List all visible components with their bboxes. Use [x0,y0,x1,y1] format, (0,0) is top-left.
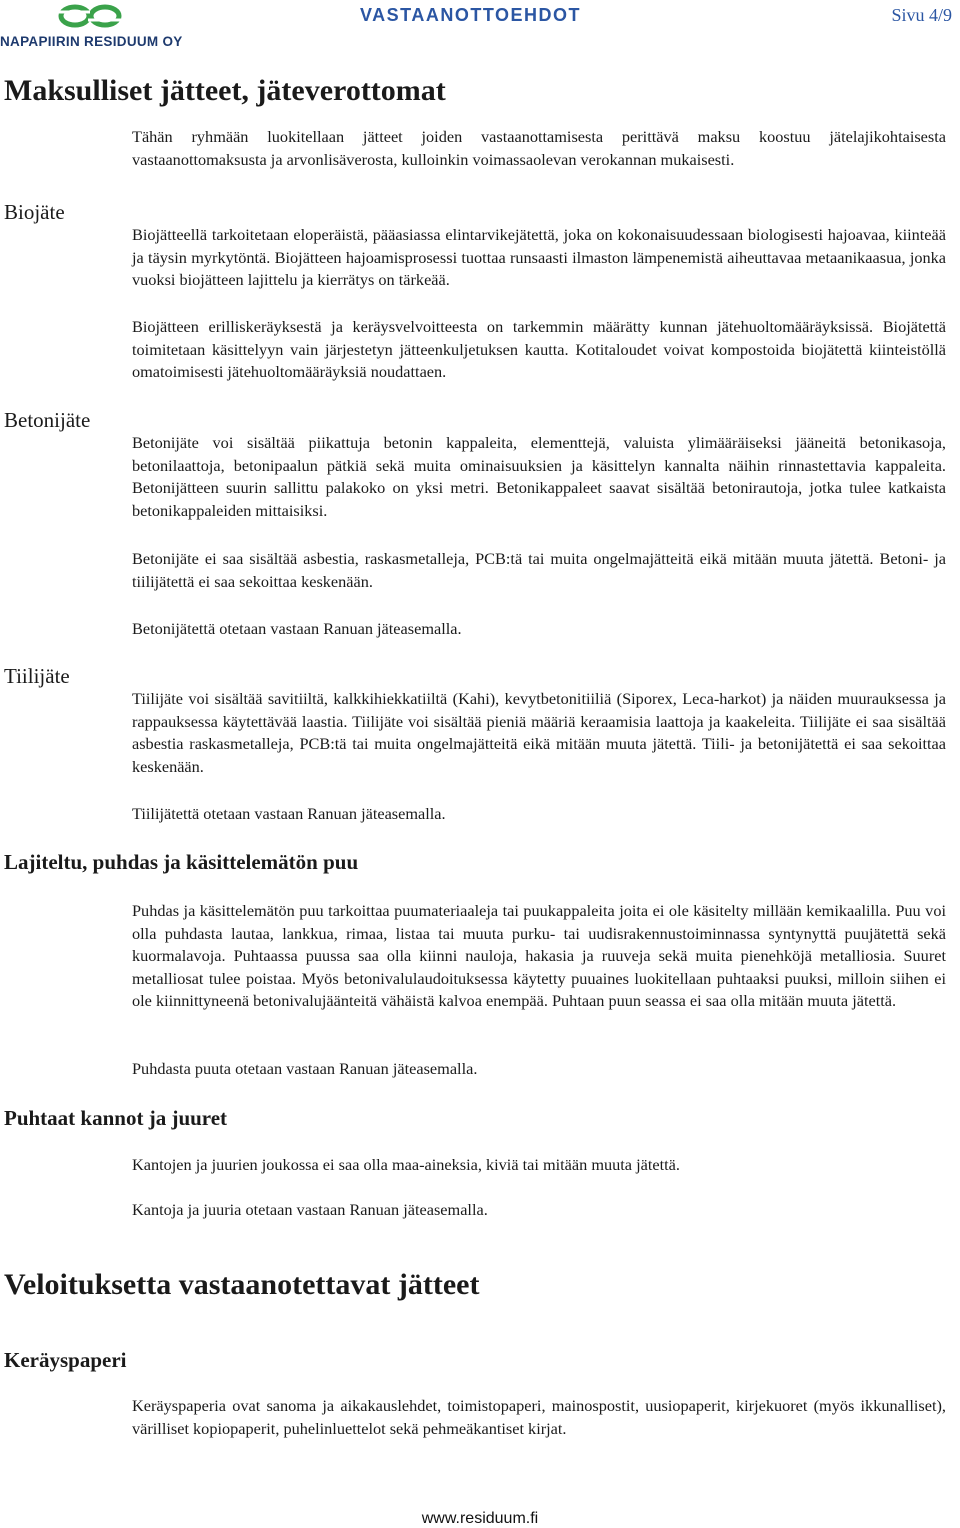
biowaste-paragraph-1: Biojätteellä tarkoitetaan eloperäistä, pääasiassa elintarvikejätettä, joka on kokonaisuudessaan biologisesti hajoavaa, kiinteää ja täysin myrkytöntä. Biojätteen hajoamisprosessi tuottaa runsaasti ilmaston lämpenemistä aiheuttavaa metaanikaasua, jonka vuoksi biojätteen lajittelu ja kierrätys on tärkeää. [132,225,946,289]
heading-concrete: Betonijäte [4,408,91,432]
footer-url[interactable]: www.residuum.fi [421,1510,539,1527]
page-number: Sivu 4/9 [891,5,952,25]
brick-paragraph-2: Tiilijätettä otetaan vastaan Ranuan jäteasemalla. [132,804,446,823]
stumps-paragraph-2: Kantoja ja juuria otetaan vastaan Ranuan jäteasemalla. [132,1200,488,1219]
concrete-paragraph-3: Betonijätettä otetaan vastaan Ranuan jäteasemalla. [132,619,462,638]
stumps-paragraph-1: Kantojen ja juurien joukossa ei saa olla maa-aineksia, kiviä tai mitään muuta jätettä. [132,1155,680,1174]
brick-paragraph-1: Tiilijäte voi sisältää savitiiltä, kalkkihiekkatiiltä (Kahi), kevytbetonitiiliä (Siporex, Leca-harkot) ja näiden muurauksessa ja rappauksessa käytettävää laastia. Tiilijäte voi sisältää pieniä määriä keraamisia laattoja ja kaakeleita. Tiilijäte ei saa sisältää asbestia raskasmetalleja, PCB:tä tai muita ongelmajätteitä eikä mitään muuta jätettä. Tiili- ja betonijätettä ei saa sekoittaa keskenään. [132,689,946,776]
heading-biowaste: Biojäte [4,200,65,224]
wood-paragraph-2: Puhdasta puuta otetaan vastaan Ranuan jäteasemalla. [132,1059,478,1078]
concrete-paragraph-1: Betonijäte voi sisältää piikattuja betonin kappaleita, elementtejä, valuista ylimääräiseksi jääneitä betonikasoja, betonilaattoja, betonipaalun pätkiä sekä muita ominaisuuksien ja käsittelyn kannalta näihin rinnastettavia kappaleita. Betonijätteen suurin sallittu palakoko on yksi metri. Betonikappaleet saavat sisältää betonirautoja, jotka tulee katkaista betonikappaleiden mittaisiksi. [132,433,946,520]
document-type: VASTAANOTTOEHDOT [360,5,581,25]
concrete-paragraph-2: Betonijäte ei saa sisältää asbestia, raskasmetalleja, PCB:tä tai muita ongelmajätteitä eikä mitään muuta jätettä. Betoni- ja tiilijätettä ei saa sekoittaa keskenään. [132,549,946,591]
paper-paragraph-1: Keräyspaperia ovat sanoma ja aikakauslehdet, toimistopaperi, mainospostit, uusiopaperit, kirjekuoret (myös ikkunalliset), värilliset kopiopaperit, puhelinluettelot sekä pehmeäkantiset kirjat. [132,1396,946,1438]
wood-paragraph-1: Puhdas ja käsittelemätön puu tarkoittaa puumateriaaleja tai puukappaleita joita ei ole käsitelty millään kemikaalilla. Puu voi olla puhdasta lautaa, lankkua, rimaa, listaa tai muuta purku- tai uudisrakennustoiminnassa syntynyttä puujätettä sekä kuormalavoja. Puhtaassa puussa saa olla kiinni nauloja, hakasia ja ruuveja sekä muita pienehköjä metalliosia. Suuret metalliosat tulee poistaa. Myös betonivalulaudoituksessa käytetty puuaines luokitellaan puhtaaksi puuksi, milloin siihen ei ole kiinnittyneenä betonivalujäänteitä vähäistä kalvoa enempää. Puhtaan puun seassa ei saa olla mitään muuta jätettä. [132,901,946,1010]
heading-brick: Tiilijäte [4,664,70,688]
heading-paper: Keräyspaperi [4,1348,127,1372]
heading-stumps: Puhtaat kannot ja juuret [4,1106,228,1130]
biowaste-paragraph-2: Biojätteen erilliskeräyksestä ja keräysvelvoitteesta on tarkemmin määrätty kunnan jätehuoltomääräyksissä. Biojätettä toimitetaan käsittelyyn vain järjestetyn jätteenkuljetuksen kautta. Kotitaloudet voivat kompostoida biojätettä kiinteistöllä omatoimisesti jätehuoltomääräyksiä noudattaen. [132,317,946,381]
section-title-paid: Maksulliset jätteet, jäteverottomat [4,74,446,107]
logo-wordmark: NAPAPIIRIN RESIDUUM OY [0,34,183,49]
heading-clean-wood: Lajiteltu, puhdas ja käsittelemätön puu [4,850,359,874]
paid-intro: Tähän ryhmään luokitellaan jätteet joiden vastaanottamisesta perittävä maksu koostuu jätelajikohtaisesta vastaanottomaksusta ja arvonlisäverosta, kulloinkin voimassaolevan verokannan mukaisesti. [132,127,946,169]
section-title-free: Veloituksetta vastaanotettavat jätteet [4,1268,480,1301]
